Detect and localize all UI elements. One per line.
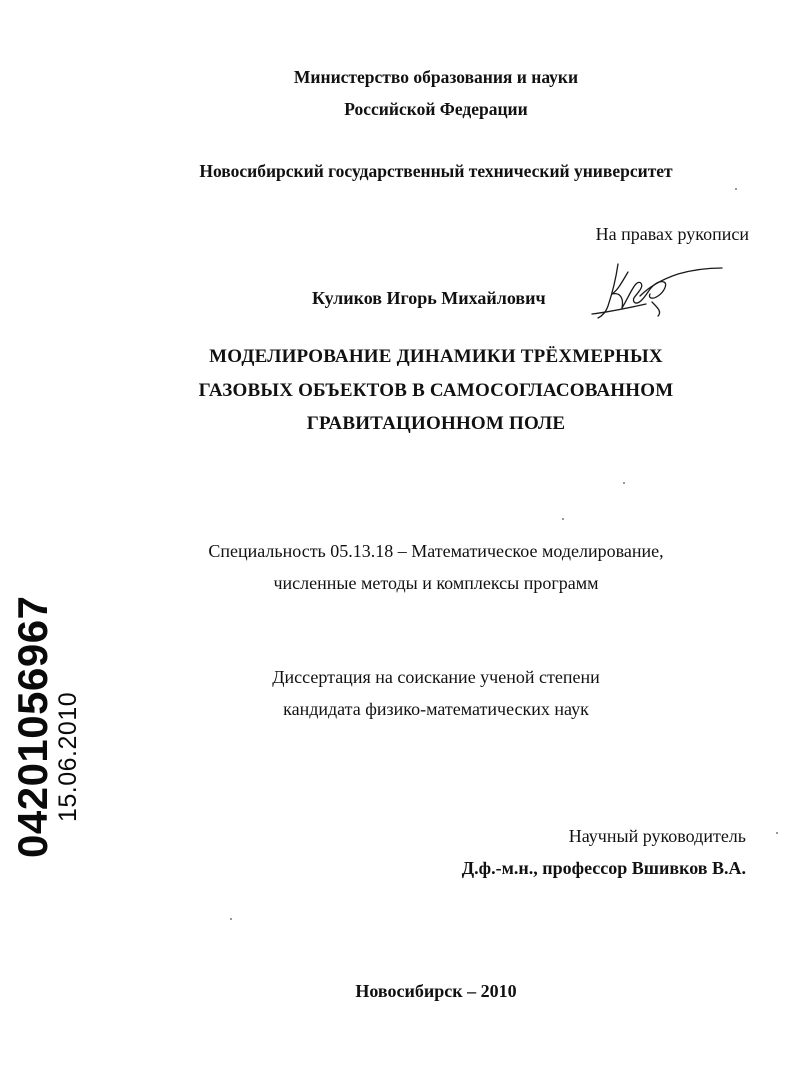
advisor-label: Научный руководитель <box>568 826 746 846</box>
scan-speck <box>230 918 232 920</box>
city-year: Новосибирск – 2010 <box>355 981 517 1001</box>
title-line-3: ГРАВИТАЦИОННОМ ПОЛЕ <box>306 413 566 434</box>
degree-line-1: Диссертация на соискание ученой степени <box>272 667 600 687</box>
ministry-line-1: Министерство образования и науки <box>293 67 579 87</box>
title-line-2: ГАЗОВЫХ ОБЪЕКТОВ В САМОСОГЛАСОВАННОМ <box>198 380 674 401</box>
university-name: Новосибирский государственный технический университет <box>199 161 673 181</box>
scan-speck <box>776 832 778 834</box>
degree-line-2: кандидата физико-математических наук <box>283 699 589 719</box>
scan-speck <box>562 518 564 520</box>
author-name: Куликов Игорь Михайлович <box>312 288 546 308</box>
scan-speck <box>623 482 625 484</box>
manuscript-note: На правах рукописи <box>595 224 749 244</box>
advisor-name: Д.ф.-м.н., профессор Вшивков В.А. <box>461 858 746 878</box>
specialty-line-1: Специальность 05.13.18 – Математическое моделирование, <box>208 541 664 561</box>
library-stamp-date: 15.06.2010 <box>54 691 82 822</box>
scan-speck <box>735 188 737 190</box>
library-stamp-code: 04201056967 <box>9 595 56 858</box>
ministry-line-2: Российской Федерации <box>344 99 528 119</box>
specialty-line-2: численные методы и комплексы программ <box>273 573 599 593</box>
title-line-1: МОДЕЛИРОВАНИЕ ДИНАМИКИ ТРЁХМЕРНЫХ <box>209 346 663 367</box>
signature-icon <box>588 258 728 322</box>
